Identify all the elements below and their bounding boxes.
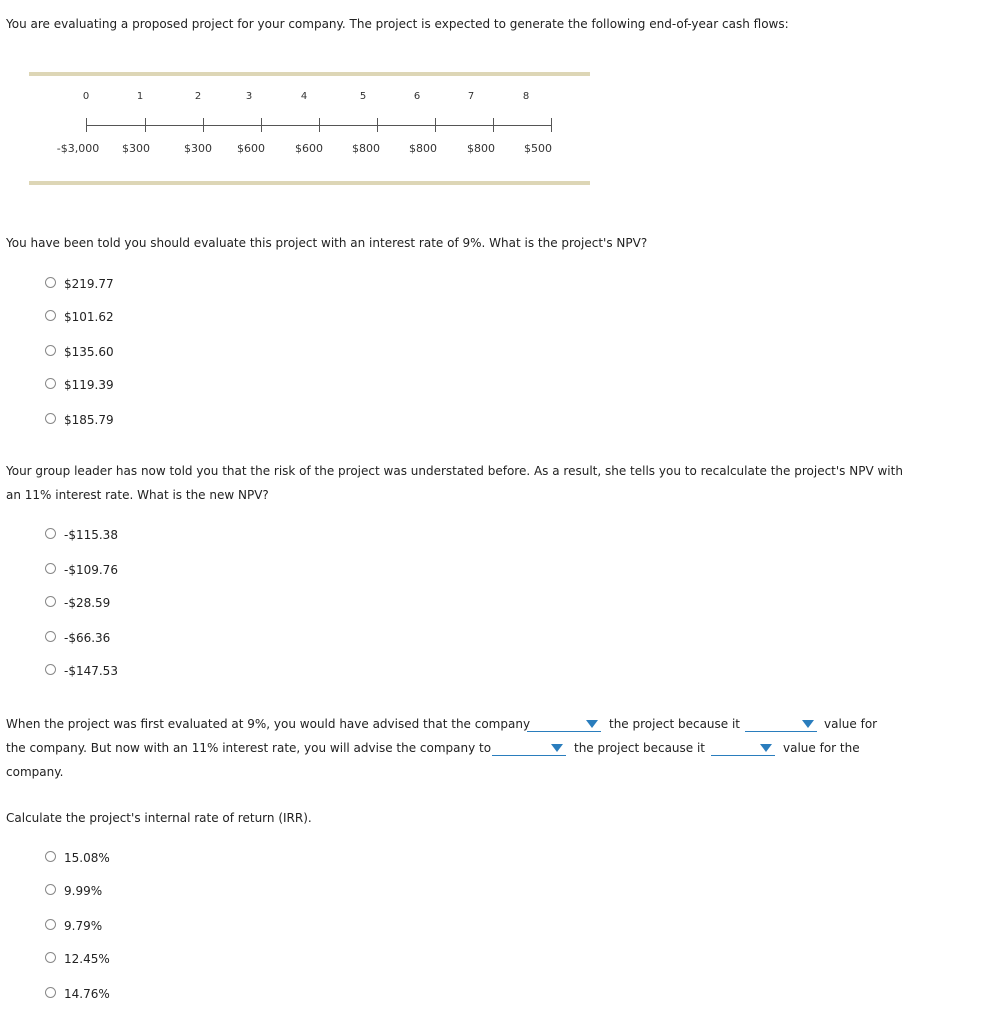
q2-radio-1[interactable] — [45, 528, 56, 539]
timeline-cash-flow: $300 — [122, 142, 150, 155]
q3-line1-text-b: the project because it — [609, 717, 741, 731]
q1-option-label: $119.39 — [64, 378, 114, 392]
timeline-year: 1 — [136, 91, 144, 102]
q2-option-label: -$28.59 — [64, 596, 111, 610]
timeline-cash-flow: $300 — [184, 142, 212, 155]
q1-option-label: $219.77 — [64, 277, 114, 291]
timeline-year: 8 — [522, 91, 530, 102]
timeline-cash-flow: -$3,000 — [56, 142, 100, 155]
q1-option-label: $135.60 — [64, 345, 114, 359]
q2-radio-5[interactable] — [45, 664, 56, 675]
timeline-cash-flow: $500 — [524, 142, 552, 155]
q2-radio-3[interactable] — [45, 596, 56, 607]
timeline-year: 0 — [82, 91, 90, 102]
chevron-down-icon — [551, 744, 563, 752]
q4-radio-2[interactable] — [45, 884, 56, 895]
q3-value-dropdown-1[interactable] — [745, 717, 817, 732]
timeline-cash-flow: $600 — [295, 142, 323, 155]
q2-prompt-line2: an 11% interest rate. What is the new NPV? — [6, 488, 269, 502]
q1-radio-3[interactable] — [45, 345, 56, 356]
q3-advice-dropdown-1[interactable] — [527, 717, 601, 732]
q4-radio-4[interactable] — [45, 952, 56, 963]
timeline-tick — [86, 118, 87, 132]
timeline-year: 5 — [359, 91, 367, 102]
timeline-tick — [551, 118, 552, 132]
q1-prompt: You have been told you should evaluate this project with an interest rate of 9%. What is the project's NPV? — [6, 236, 648, 250]
q3-value-dropdown-2[interactable] — [711, 741, 775, 756]
q3-advice-dropdown-2[interactable] — [492, 741, 566, 756]
q1-radio-2[interactable] — [45, 310, 56, 321]
q3-line1-text-c: value for — [824, 717, 878, 731]
timeline-year: 6 — [413, 91, 421, 102]
q2-option-label: -$109.76 — [64, 563, 118, 577]
q4-radio-3[interactable] — [45, 919, 56, 930]
timeline-cash-flow: $600 — [237, 142, 265, 155]
q2-option-label: -$115.38 — [64, 528, 118, 542]
q4-radio-5[interactable] — [45, 987, 56, 998]
q4-option-label: 12.45% — [64, 952, 110, 966]
timeline-cash-flow: $800 — [409, 142, 437, 155]
timeline-cash-flow: $800 — [467, 142, 495, 155]
q2-radio-2[interactable] — [45, 563, 56, 574]
timeline-year: 3 — [245, 91, 253, 102]
timeline-tick — [377, 118, 378, 132]
q4-radio-1[interactable] — [45, 851, 56, 862]
timeline-tick — [319, 118, 320, 132]
q3-line2-text-a: the company. But now with an 11% interest rate, you will advise the company to — [6, 741, 492, 755]
q1-radio-1[interactable] — [45, 277, 56, 288]
timeline-tick — [435, 118, 436, 132]
timeline-top-bar — [29, 72, 590, 76]
timeline-bottom-bar — [29, 181, 590, 185]
q1-radio-5[interactable] — [45, 413, 56, 424]
q3-line3-text: company. — [6, 765, 64, 779]
q4-option-label: 14.76% — [64, 987, 110, 1001]
q2-prompt-line1: Your group leader has now told you that the risk of the project was understated before. As a result, she tells you to recalculate the project's NPV with — [6, 464, 903, 478]
chevron-down-icon — [760, 744, 772, 752]
chevron-down-icon — [802, 720, 814, 728]
q2-option-label: -$66.36 — [64, 631, 111, 645]
q4-prompt: Calculate the project's internal rate of return (IRR). — [6, 811, 312, 825]
q3-line2-text-c: value for the — [783, 741, 860, 755]
q3-line2-text-b: the project because it — [574, 741, 706, 755]
timeline-tick — [145, 118, 146, 132]
chevron-down-icon — [586, 720, 598, 728]
q2-radio-4[interactable] — [45, 631, 56, 642]
q1-radio-4[interactable] — [45, 378, 56, 389]
timeline-year: 4 — [300, 91, 308, 102]
intro-text: You are evaluating a proposed project for your company. The project is expected to generate the following end-of-year cash flows: — [6, 17, 789, 31]
timeline-tick — [203, 118, 204, 132]
q4-option-label: 15.08% — [64, 851, 110, 865]
timeline-cash-flow: $800 — [352, 142, 380, 155]
q4-option-label: 9.99% — [64, 884, 103, 898]
q4-option-label: 9.79% — [64, 919, 103, 933]
q1-option-label: $185.79 — [64, 413, 114, 427]
q1-option-label: $101.62 — [64, 310, 114, 324]
q2-option-label: -$147.53 — [64, 664, 118, 678]
timeline-year: 7 — [467, 91, 475, 102]
timeline-year: 2 — [194, 91, 202, 102]
q3-line1-text-a: When the project was first evaluated at 9%, you would have advised that the company — [6, 717, 531, 731]
timeline-tick — [493, 118, 494, 132]
timeline-tick — [261, 118, 262, 132]
